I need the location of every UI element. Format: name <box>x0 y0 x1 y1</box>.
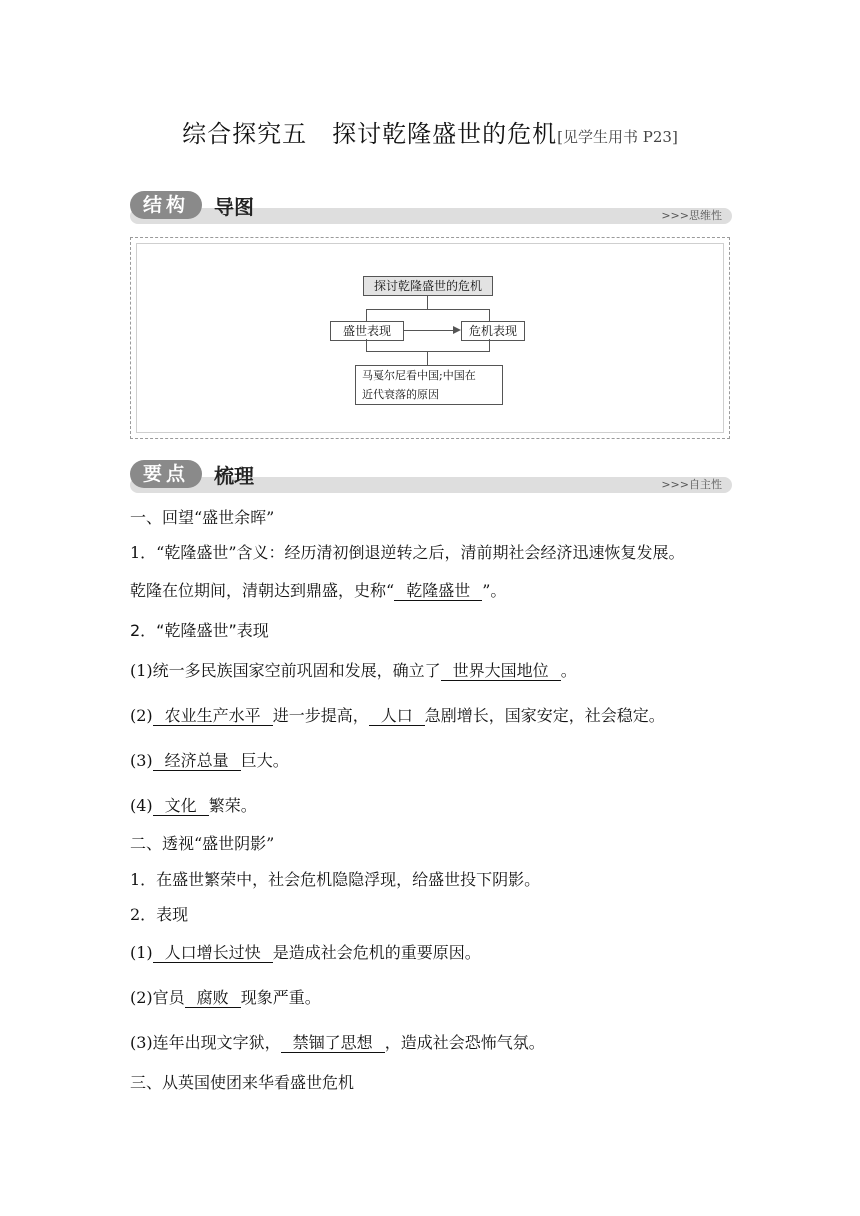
answer-blank: 腐败 <box>185 989 241 1008</box>
bottom-node-line-2: 近代衰落的原因 <box>362 388 439 401</box>
text: 进一步提高， <box>272 706 369 725</box>
section-1-heading: 一、回望“盛世余晖” <box>130 508 275 527</box>
connector <box>427 351 428 365</box>
text: 现象严重。 <box>240 988 321 1007</box>
connector <box>427 295 428 309</box>
banner-pill: 要点 <box>130 460 202 488</box>
paragraph <box>130 578 506 601</box>
text: 急剧增长，国家安定，社会稳定。 <box>424 706 665 725</box>
answer-blank: 人口增长过快 <box>153 944 273 963</box>
connector <box>366 309 367 321</box>
text: (1)统一多民族国家空前巩固和发展，确立了 <box>130 661 441 680</box>
connector <box>366 309 490 310</box>
structure-banner <box>130 189 732 229</box>
list-item <box>130 940 481 963</box>
answer-blank: 世界大国地位 <box>441 662 561 681</box>
banner-heading: 梳理 <box>214 464 254 488</box>
text: 巨大。 <box>240 751 289 770</box>
answer-blank: 农业生产水平 <box>153 707 273 726</box>
answer-blank: 乾隆盛世 <box>394 582 482 601</box>
answer-blank: 文化 <box>153 797 209 816</box>
banner-tag: >>>思维性 <box>661 209 722 222</box>
subheading: 2．表现 <box>130 905 189 924</box>
concept-map-left-node: 盛世表现 <box>330 321 404 341</box>
connector <box>489 339 490 351</box>
text: 繁荣。 <box>208 796 257 815</box>
answer-blank: 人口 <box>369 707 425 726</box>
text: (3)连年出现文字狱， <box>130 1033 281 1052</box>
bottom-node-line-1: 马戛尔尼看中国;中国在 <box>362 369 476 382</box>
subheading: 2．“乾隆盛世”表现 <box>130 621 269 640</box>
list-item <box>130 1030 545 1053</box>
banner-pill: 结构 <box>130 191 202 219</box>
connector <box>366 351 490 352</box>
paragraph: 1．在盛世繁荣中，社会危机隐隐浮现，给盛世投下阴影。 <box>130 870 541 889</box>
text: (3) <box>130 751 153 770</box>
arrow-head-icon <box>453 326 461 334</box>
text: 乾隆在位期间，清朝达到鼎盛，史称“ <box>130 581 395 600</box>
connector <box>489 309 490 321</box>
page-title <box>0 114 860 149</box>
text: ”。 <box>482 581 507 600</box>
text: 。 <box>560 661 577 680</box>
text: (2)官员 <box>130 988 185 1007</box>
title-page-ref: [见学生用书 P23] <box>557 128 678 146</box>
banner-heading: 导图 <box>214 195 254 219</box>
text: ，造成社会恐怖气氛。 <box>384 1033 545 1052</box>
title-main: 综合探究五 探讨乾隆盛世的危机 <box>182 120 558 148</box>
answer-blank: 禁锢了思想 <box>281 1034 385 1053</box>
text: (1) <box>130 943 153 962</box>
key-points-banner <box>130 458 732 498</box>
list-item <box>130 748 289 771</box>
concept-map-bottom-node <box>355 365 503 405</box>
connector <box>366 339 367 351</box>
text: 是造成社会危机的重要原因。 <box>272 943 481 962</box>
concept-map-root: 探讨乾隆盛世的危机 <box>363 276 493 296</box>
list-item <box>130 703 665 726</box>
banner-tag: >>>自主性 <box>661 478 722 491</box>
list-item <box>130 793 257 816</box>
paragraph: 1．“乾隆盛世”含义：经历清初倒退逆转之后，清前期社会经济迅速恢复发展。 <box>130 543 685 562</box>
answer-blank: 经济总量 <box>153 752 241 771</box>
list-item <box>130 658 577 681</box>
section-2-heading: 二、透视“盛世阴影” <box>130 834 275 853</box>
text: (2) <box>130 706 153 725</box>
concept-map-right-node: 危机表现 <box>461 321 525 341</box>
arrow-line <box>403 330 455 331</box>
section-3-heading: 三、从英国使团来华看盛世危机 <box>130 1073 355 1092</box>
list-item <box>130 985 321 1008</box>
concept-map-frame <box>130 237 730 439</box>
text: (4) <box>130 796 153 815</box>
